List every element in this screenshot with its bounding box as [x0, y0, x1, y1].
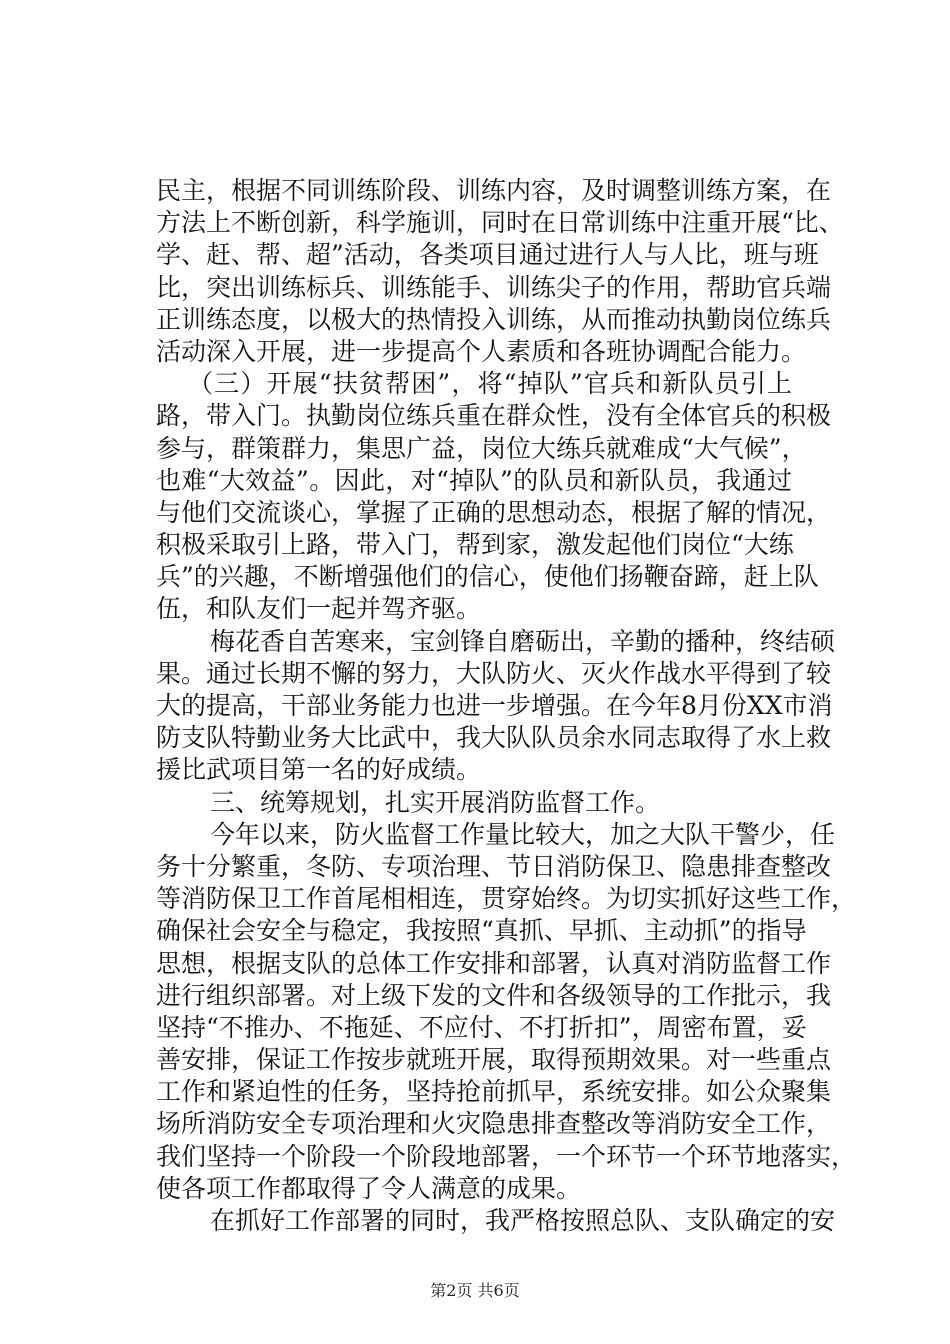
text-line: 工作和紧迫性的任务，坚持抢前抓早，系统安排。如公众聚集 — [156, 1077, 832, 1107]
text-line: 确保社会安全与稳定，我按照“真抓、早抓、主动抓”的指导 — [156, 916, 807, 946]
text-line: 正训练态度，以极大的热情投入训练，从而推动执勤岗位练兵 — [156, 304, 832, 334]
text-line: 伍，和队友们一起并驾齐驱。 — [156, 594, 482, 624]
text-line: 善安排，保证工作按步就班开展，取得预期效果。对一些重点 — [156, 1045, 832, 1075]
text-line: 务十分繁重，冬防、专项治理、节日消防保卫、隐患排查整改 — [156, 851, 832, 881]
text-line: 防支队特勤业务大比武中，我大队队员余水同志取得了水上救 — [156, 723, 832, 753]
text-line: 参与，群策群力，集思广益，岗位大练兵就难成“大气候”， — [156, 433, 807, 463]
text-line: 学、赶、帮、超”活动，各类项目通过进行人与人比，班与班 — [156, 240, 819, 270]
text-line: 梅花香自苦寒来，宝剑锋自磨砺出，辛勤的播种，终结硕 — [210, 626, 836, 656]
text-line: 与他们交流谈心，掌握了正确的思想动态，根据了解的情况， — [156, 497, 832, 527]
text-line: （三）开展“扶贫帮困”，将“掉队”官兵和新队员引上 — [188, 369, 792, 399]
text-line: 也难“大效益”。因此，对“掉队”的队员和新队员，我通过 — [156, 465, 792, 495]
text-line: 援比武项目第一名的好成绩。 — [156, 755, 482, 785]
text-line: 果。通过长期不懈的努力，大队防火、灭火作战水平得到了较 — [156, 658, 832, 688]
text-line: 大的提高，干部业务能力也进一步增强。在今年8月份XX市消 — [156, 691, 833, 720]
text-line: 在抓好工作部署的同时，我严格按照总队、支队确定的安 — [210, 1206, 836, 1235]
text-line: 三、统筹规划，扎实开展消防监督工作。 — [210, 787, 661, 817]
text-line: 等消防保卫工作首尾相相连，贯穿始终。为切实抓好这些工作， — [156, 884, 857, 914]
text-line: 进行组织部署。对上级下发的文件和各级领导的工作批示，我 — [156, 980, 832, 1010]
text-line: 坚持“不推办、不拖延、不应付、不打折扣”，周密布置，妥 — [156, 1012, 807, 1042]
body-text — [156, 175, 857, 1237]
text-line: 使各项工作都取得了令人满意的成果。 — [156, 1173, 582, 1203]
text-line: 场所消防安全专项治理和火灾隐患排查整改等消防安全工作， — [156, 1109, 832, 1139]
text-line: 兵”的兴趣，不断增强他们的信心，使他们扬鞭奋蹄，赶上队 — [156, 562, 819, 592]
text-line: 方法上不断创新，科学施训，同时在日常训练中注重开展“比、 — [156, 208, 844, 238]
text-line: 活动深入开展，进一步提高个人素质和各班协调配合能力。 — [156, 336, 807, 366]
text-line: 我们坚持一个阶段一个阶段地部署，一个环节一个环节地落实， — [156, 1141, 857, 1171]
text-line: 路，带入门。执勤岗位练兵重在群众性，没有全体官兵的积极 — [156, 401, 832, 431]
text-line: 比，突出训练标兵、训练能手、训练尖子的作用，帮助官兵端 — [156, 272, 832, 302]
text-line: 民主，根据不同训练阶段、训练内容，及时调整训练方案，在 — [156, 176, 832, 205]
text-line: 思想，根据支队的总体工作安排和部署，认真对消防监督工作 — [156, 948, 832, 978]
text-line: 积极采取引上路，带入门，帮到家，激发起他们岗位“大练 — [156, 530, 794, 560]
text-line: 今年以来，防火监督工作量比较大，加之大队干警少，任 — [210, 819, 836, 849]
page-footer: 第2页 共6页 — [430, 1281, 520, 1300]
